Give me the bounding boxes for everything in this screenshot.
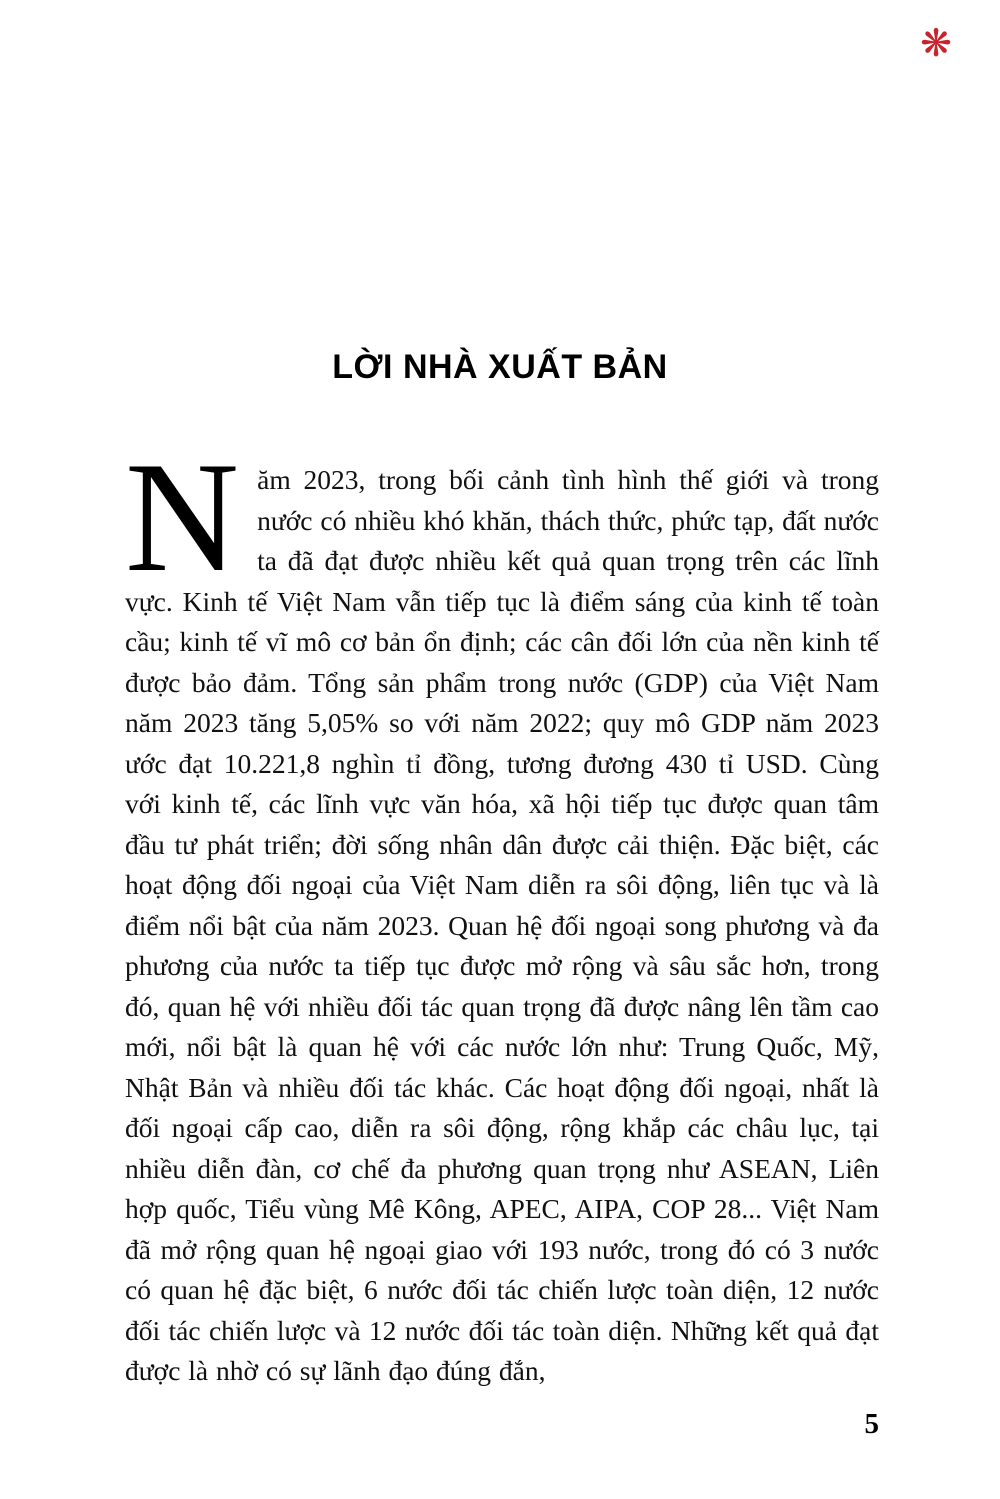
paragraph-text: ăm 2023, trong bối cảnh tình hình thế giới và trong nước có nhiều khó khăn, thách thức, phức tạp, đất nước ta đã đạt được nhiều kết quả quan trọng trên các lĩnh vực. Kinh tế Việt Nam vẫn tiếp tục là điểm sáng của kinh tế toàn cầu; kinh tế vĩ mô cơ bản ổn định; các cân đối lớn của nền kinh tế được bảo đảm. Tổng sản phẩm trong nước (GDP) của Việt Nam năm 2023 tăng 5,05% so với năm 2022; quy mô GDP năm 2023 ước đạt 10.221,8 nghìn tỉ đồng, tương đương 430 tỉ USD. Cùng với kinh tế, các lĩnh vực văn hóa, xã hội tiếp tục được quan tâm đầu tư phát triển; đời sống nhân dân được cải thiện. Đặc biệt, các hoạt động đối ngoại của Việt Nam diễn ra sôi động, liên tục và là điểm nổi bật của năm 2023. Quan hệ đối ngoại song phương và đa phương của nước ta tiếp tục được mở rộng và sâu sắc hơn, trong đó, quan hệ với nhiều đối tác quan trọng đã được nâng lên tầm cao mới, nổi bật là quan hệ với các nước lớn như: Trung Quốc, Mỹ, Nhật Bản và nhiều đối tác khác. Các hoạt động đối ngoại, nhất là đối ngoại cấp cao, diễn ra sôi động, rộng khắp các châu lục, tại nhiều diễn đàn, cơ chế đa phương quan trọng như ASEAN, Liên hợp quốc, Tiểu vùng Mê Kông, APEC, AIPA, COP 28... Việt Nam đã mở rộng quan hệ ngoại giao với 193 nước, trong đó có 3 nước có quan hệ đặc biệt, 6 nước đối tác chiến lược toàn diện, 12 nước đối tác chiến lược và 12 nước đối tác toàn diện. Những kết quả đạt được là nhờ có sự lãnh đạo đúng đắn, bbox=[125, 464, 879, 1386]
drop-cap: N bbox=[125, 430, 240, 605]
page-number: 5 bbox=[864, 1408, 879, 1440]
flower-asterisk-icon: ❋ bbox=[920, 21, 952, 65]
body-paragraph bbox=[125, 430, 879, 1392]
page-title: LỜI NHÀ XUẤT BẢN bbox=[332, 348, 668, 386]
